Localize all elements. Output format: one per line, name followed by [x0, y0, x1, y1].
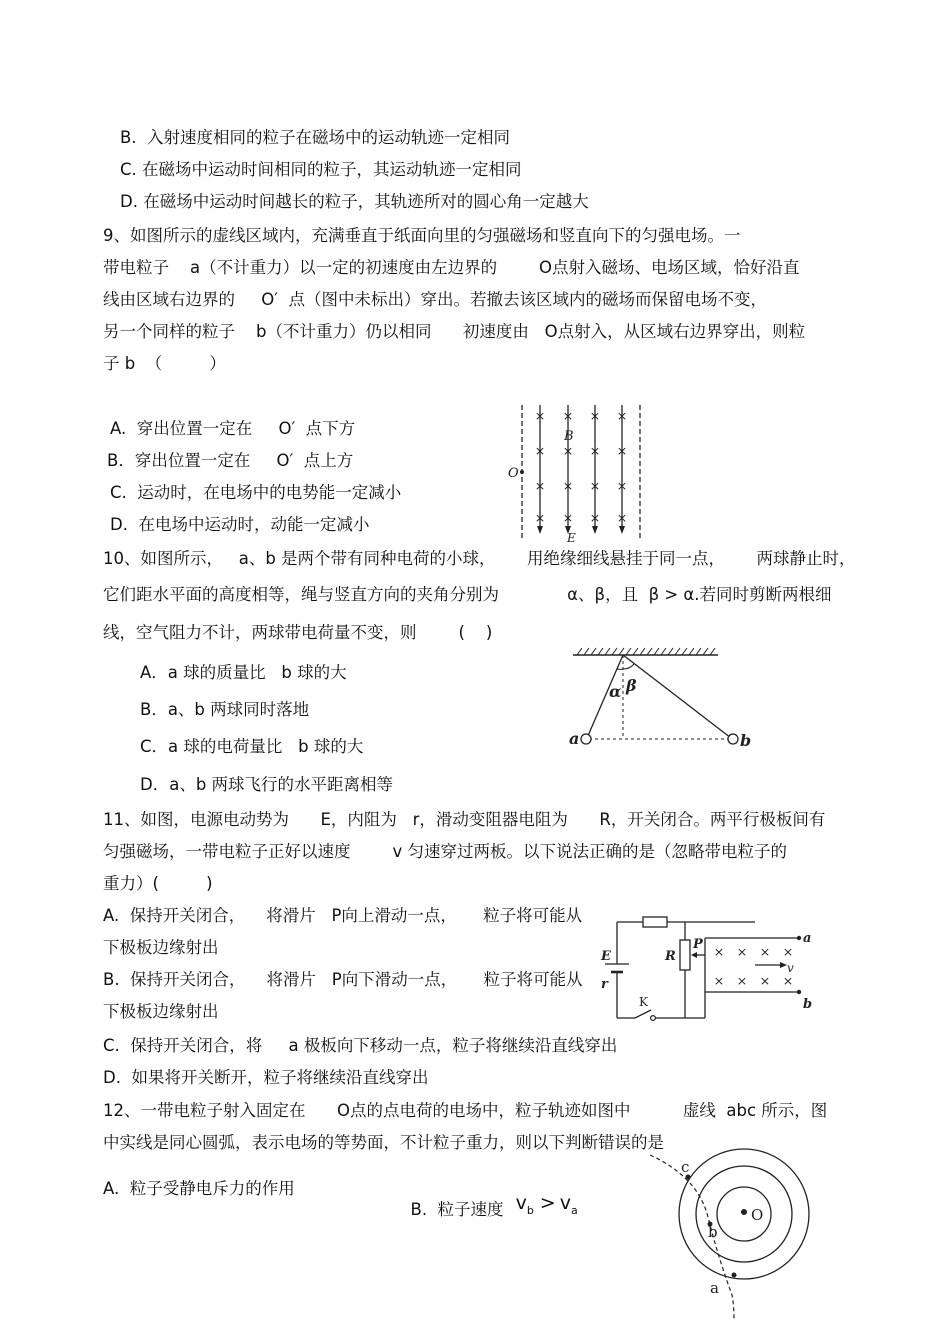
q10-option-b: B．a、b 两球同时落地 [140, 700, 310, 719]
q11-stem-line-2: 匀强磁场，一带电粒子正好以速度 v 匀速穿过两板。以下说法正确的是（忽略带电粒子的 [103, 842, 787, 861]
q9-cross: × [589, 408, 601, 423]
q11-stem-line-1: 11、如图，电源电动势为 E，内阻为 r，滑动变阻器电阻为 R，开关闭合。两平行极板间有 [103, 810, 826, 829]
q9-cross: × [616, 510, 628, 525]
q9-cross: × [562, 510, 574, 525]
q11-cross: × [759, 944, 771, 959]
q12-equipotential-figure [640, 1145, 850, 1335]
q12-option-b-label: B. 粒子速度 [410, 1200, 504, 1219]
q12-stem-line-1: 12、一带电粒子射入固定在 O点的点电荷的电场中，粒子轨迹如图中 虚线 abc 所示，图 [103, 1101, 828, 1120]
q8-option-b: B. 入射速度相同的粒子在磁场中的运动轨迹一定相同 [120, 128, 511, 147]
q9-stem-line-5: 子 b （ ） [103, 354, 226, 373]
q12-va: v [559, 1192, 571, 1214]
q12-va-sub: a [570, 1204, 578, 1217]
q10-stem-line-1: 10、如图所示， a、b 是两个带有同种电荷的小球， 用绝缘细线悬挂于同一点， 两球静止时， [103, 549, 856, 568]
q10-label-b: b [740, 731, 752, 750]
q11-cross: × [782, 944, 794, 959]
q9-cross: × [616, 408, 628, 423]
q10-label-a: a [569, 729, 580, 748]
q11-cross: × [713, 944, 725, 959]
q11-cross: × [736, 944, 748, 959]
q9-cross: × [562, 408, 574, 423]
q9-cross: × [534, 478, 546, 493]
q10-pendulum-figure [565, 645, 755, 755]
q11-label-r: R [665, 949, 676, 964]
q9-cross: × [616, 478, 628, 493]
q12-vb: v [515, 1192, 527, 1214]
q11-cross: × [713, 973, 725, 988]
q12-label-o: O [751, 1206, 764, 1224]
q9-field-figure [500, 400, 650, 545]
q11-circuit-figure [595, 910, 815, 1030]
q8-option-c: C. 在磁场中运动时间相同的粒子，其运动轨迹一定相同 [120, 160, 522, 179]
q9-cross: × [589, 510, 601, 525]
q8-option-d: D. 在磁场中运动时间越长的粒子，其轨迹所对的圆心角一定越大 [120, 192, 589, 211]
q11-cross: × [759, 973, 771, 988]
q10-label-alpha: α [609, 682, 622, 701]
q11-label-k: K [639, 995, 648, 1009]
q11-cross: × [736, 973, 748, 988]
q9-option-a: A. 穿出位置一定在 O′ 点下方 [110, 419, 356, 438]
q10-option-a: A．a 球的质量比 b 球的大 [140, 663, 347, 682]
q9-cross: × [589, 443, 601, 458]
q9-stem-line-3: 线由区域右边界的 O′ 点（图中未标出）穿出。若撤去该区域内的磁场而保留电场不变， [103, 290, 767, 309]
q9-stem-line-4: 另一个同样的粒子 b（不计重力）仍以相同 初速度由 O点射入，从区域右边界穿出，则粒 [103, 322, 806, 341]
q9-cross: × [534, 443, 546, 458]
q12-option-b [400, 1179, 578, 1222]
q10-label-beta: β [626, 676, 637, 695]
q9-cross: × [534, 510, 546, 525]
q12-option-a: A. 粒子受静电斥力的作用 [103, 1179, 295, 1198]
q9-label-b: B [564, 429, 574, 444]
q9-cross: × [616, 443, 628, 458]
q10-option-c: C．a 球的电荷量比 b 球的大 [140, 737, 364, 756]
q9-option-c: C. 运动时，在电场中的电势能一定减小 [110, 483, 402, 502]
q11-option-a: A. 保持开关闭合， 将滑片 P向上滑动一点， 粒子将可能从 [103, 906, 583, 925]
q9-label-o: O [508, 466, 519, 481]
q9-stem-line-2: 带电粒子 a（不计重力）以一定的初速度由左边界的 O点射入磁场、电场区域，恰好沿直 [103, 258, 800, 277]
q12-vb-sub: b [526, 1204, 534, 1217]
q9-cross: × [534, 408, 546, 423]
q11-option-c: C. 保持开关闭合，将 a 极板向下移动一点，粒子将继续沿直线穿出 [103, 1036, 618, 1055]
q12-label-b: b [708, 1223, 718, 1241]
q9-cross: × [589, 478, 601, 493]
q12-label-c: c [681, 1158, 690, 1176]
q9-label-e: E [567, 531, 576, 545]
q12-gt: > [539, 1192, 556, 1214]
q11-label-r-internal: r [601, 977, 608, 992]
q9-cross: × [562, 443, 574, 458]
q9-stem-line-1: 9、如图所示的虚线区域内，充满垂直于纸面向里的匀强磁场和竖直向下的匀强电场。一 [103, 226, 741, 245]
q10-stem-line-3: 线，空气阻力不计，两球带电荷量不变，则 ( ) [103, 623, 493, 642]
q11-label-v: v [787, 961, 794, 975]
q12-stem-line-2: 中实线是同心圆弧，表示电场的等势面，不计粒子重力，则以下判断错误的是 [103, 1133, 664, 1152]
q11-label-b: b [803, 997, 813, 1012]
q11-option-b-cont: 下极板边缘射出 [103, 1002, 219, 1021]
q11-option-b: B. 保持开关闭合， 将滑片 P向下滑动一点， 粒子将可能从 [103, 970, 583, 989]
q9-option-d: D. 在电场中运动时，动能一定减小 [110, 515, 370, 534]
q11-label-a: a [803, 931, 812, 946]
q11-cross: × [782, 973, 794, 988]
q11-stem-line-3: 重力）( ) [103, 874, 213, 893]
q11-option-d: D. 如果将开关断开，粒子将继续沿直线穿出 [103, 1068, 429, 1087]
q9-cross: × [562, 478, 574, 493]
q10-stem-line-2: 它们距水平面的高度相等，绳与竖直方向的夹角分别为 α、β，且 β > α.若同时剪断两根细 [103, 585, 832, 604]
q12-label-a: a [710, 1279, 719, 1297]
q9-option-b: B．穿出位置一定在 O′ 点上方 [107, 451, 354, 470]
q11-label-p: P [693, 937, 703, 952]
q11-option-a-cont: 下极板边缘射出 [103, 938, 219, 957]
q11-label-e: E [601, 949, 611, 964]
q10-option-d: D．a、b 两球飞行的水平距离相等 [140, 775, 394, 794]
